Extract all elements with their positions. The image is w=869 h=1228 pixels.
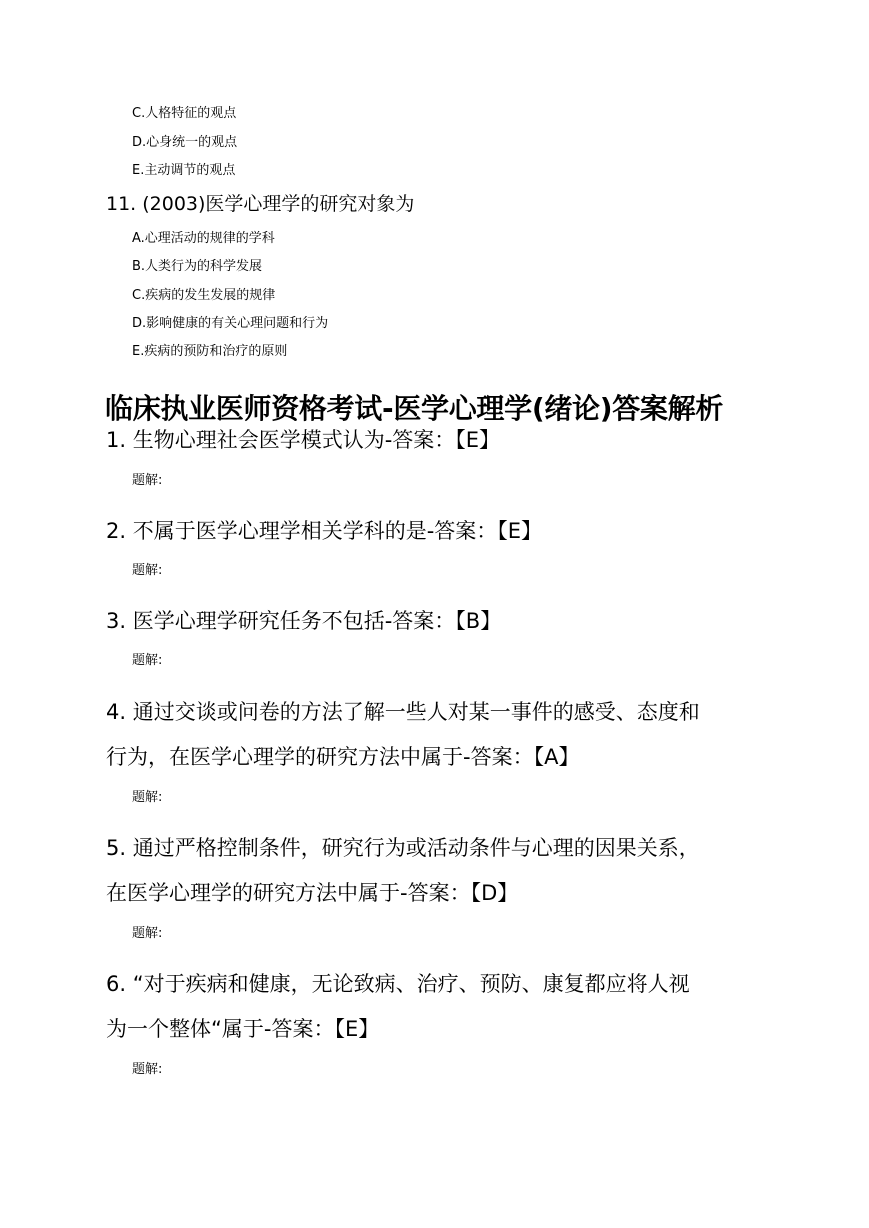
answer-4-line-2: 行为，在医学心理学的研究方法中属于-答案：【A】: [106, 745, 580, 769]
answer-1: 1. 生物心理社会医学模式认为-答案：【E】: [106, 428, 501, 452]
answer-4-line-1: 4. 通过交谈或问卷的方法了解一些人对某一事件的感受、态度和: [106, 700, 700, 724]
answer-section-heading: 临床执业医师资格考试-医学心理学(绪论)答案解析: [105, 392, 724, 425]
answer-1-explain: 题解:: [132, 473, 163, 488]
answer-5-explain: 题解:: [132, 926, 163, 941]
question-11-option-b: B.人类行为的科学发展: [132, 259, 263, 274]
answer-2-explain: 题解:: [132, 563, 163, 578]
option-e: E.主动调节的观点: [132, 163, 236, 178]
answer-6-line-1: 6. “对于疾病和健康，无论致病、治疗、预防、康复都应将人视: [106, 972, 690, 996]
answer-2: 2. 不属于医学心理学相关学科的是-答案：【E】: [106, 519, 543, 543]
question-11-option-e: E.疾病的预防和治疗的原则: [132, 344, 288, 359]
answer-5-line-1: 5. 通过严格控制条件，研究行为或活动条件与心理的因果关系，: [106, 836, 700, 860]
question-11-title: 11. (2003)医学心理学的研究对象为: [106, 193, 415, 215]
option-d: D.心身统一的观点: [132, 135, 238, 150]
answer-3: 3. 医学心理学研究任务不包括-答案：【B】: [106, 609, 502, 633]
question-11-option-a: A.心理活动的规律的学科: [132, 231, 275, 246]
answer-6-line-2: 为一个整体“属于-答案：【E】: [106, 1017, 380, 1041]
answer-3-explain: 题解:: [132, 653, 163, 668]
question-11-option-d: D.影响健康的有关心理问题和行为: [132, 316, 329, 331]
answer-4-explain: 题解:: [132, 790, 163, 805]
answer-6-explain: 题解:: [132, 1062, 163, 1077]
answer-5-line-2: 在医学心理学的研究方法中属于-答案：【D】: [106, 881, 519, 905]
question-11-option-c: C.疾病的发生发展的规律: [132, 288, 276, 303]
option-c: C.人格特征的观点: [132, 106, 237, 121]
